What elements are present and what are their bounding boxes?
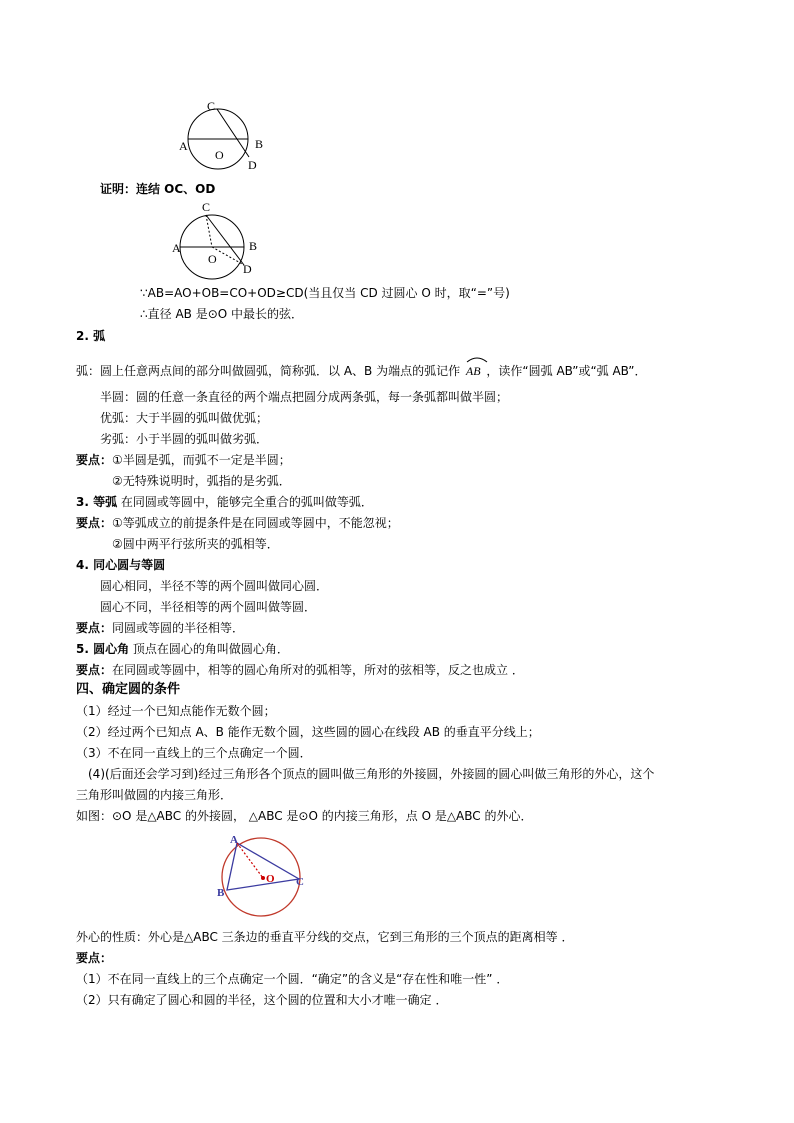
section-arc-title: 2. 弧 — [76, 329, 106, 343]
section-central-angle — [76, 641, 289, 657]
key-label: 要点： — [76, 621, 113, 635]
section-def: 顶点在圆心的角叫做圆心角． — [132, 642, 289, 656]
label-a: A — [179, 139, 188, 153]
label-d: D — [248, 158, 257, 172]
concentric-key — [76, 620, 244, 636]
label-c: C — [296, 876, 304, 888]
equal-circle-def: 圆心不同，半径相等的两个圆叫做等圆． — [100, 600, 317, 614]
concentric-def: 圆心相同，半径不等的两个圆叫做同心圆． — [100, 579, 329, 593]
key-label: 要点： — [76, 453, 113, 467]
condition-4: (4)(后面还会学习到)经过三角形各个顶点的圆叫做三角形的外接圆，外接圆的圆心叫做三角形的外心，这个 — [88, 767, 655, 781]
figure-circle-diameter-1 — [170, 95, 280, 175]
label-b: B — [217, 887, 225, 899]
condition-2: （2）经过两个已知点 A、B 能作无数个圆，这些圆的圆心在线段 AB 的垂直平分线上； — [76, 725, 540, 739]
equal-arc-key-1 — [76, 515, 399, 531]
circumcenter-property: 外心的性质：外心是△ABC 三条边的垂直平分线的交点，它到三角形的三个顶点的距离相等 ． — [76, 930, 574, 944]
minor-arc-def: 劣弧：小于半圆的弧叫做劣弧． — [100, 432, 269, 446]
section-title: 3. 等弧 — [76, 495, 118, 509]
label-a: A — [172, 241, 181, 255]
proof-heading: 证明：连结 OC、OD — [100, 182, 216, 196]
key-text: 在同圆或等圆中，相等的圆心角所对的弧相等，所对的弦相等，反之也成立 ． — [112, 663, 524, 677]
key-label: 要点： — [76, 663, 113, 677]
section-def: 在同圆或等圆中，能够完全重合的弧叫做等弧． — [120, 495, 373, 509]
figure-circumcircle — [210, 830, 315, 922]
key-label: 要点： — [76, 516, 113, 530]
semicircle-def: 半圆：圆的任意一条直径的两个端点把圆分成两条弧，每一条弧都叫做半圆； — [100, 390, 509, 404]
condition-3: （3）不在同一直线上的三个点确定一个圆． — [76, 746, 312, 760]
equal-arc-key-2: ②圆中两平行弦所夹的弧相等． — [112, 537, 279, 551]
key-point-1: （1）不在同一直线上的三个点确定一个圆．“确定”的含义是“存在性和唯一性” ． — [76, 972, 509, 986]
arc-definition — [76, 363, 646, 379]
label-a: A — [230, 834, 238, 846]
label-d: D — [243, 262, 252, 276]
arc-def-pre: 弧：圆上任意两点间的部分叫做圆弧，简称弧．以 A、B 为端点的弧记作 — [76, 364, 461, 378]
section-equal-arc — [76, 494, 373, 510]
label-o: O — [266, 873, 275, 885]
arc-def-post: ，读作“圆弧 AB”或“弧 AB”． — [486, 364, 647, 378]
label-c: C — [202, 200, 211, 214]
label-c: C — [207, 99, 216, 113]
label-o: O — [215, 148, 224, 162]
label-o: O — [208, 252, 217, 266]
section-concentric-title: 4. 同心圆与等圆 — [76, 558, 166, 572]
section-title: 5. 圆心角 — [76, 642, 130, 656]
proof-line-2: ∴直径 AB 是⊙O 中最长的弦． — [140, 307, 304, 321]
circumcircle-example: 如图：⊙O 是△ABC 的外接圆， △ABC 是⊙O 的内接三角形，点 O 是△ABC 的外心． — [76, 809, 533, 823]
arc-overline-icon — [466, 355, 488, 363]
central-angle-key — [76, 662, 524, 678]
label-b: B — [249, 239, 258, 253]
condition-4-cont: 三角形叫做圆的内接三角形． — [76, 788, 233, 802]
key-point-2: （2）只有确定了圆心和圆的半径，这个圆的位置和大小才唯一确定 ． — [76, 993, 448, 1007]
proof-line-1: ∵AB=AO+OB=CO+OD≥CD(当且仅当 CD 过圆心 O 时，取“=”号) — [140, 286, 510, 300]
condition-1: （1）经过一个已知点能作无数个圆； — [76, 704, 276, 718]
major-arc-def: 优弧：大于半圆的弧叫做优弧； — [100, 411, 269, 425]
arc-notation — [466, 363, 481, 379]
key-text: ①等弧成立的前提条件是在同圆或等圆中，不能忽视； — [112, 516, 399, 530]
label-b: B — [255, 137, 264, 151]
key-points-label: 要点： — [76, 951, 113, 965]
arc-key-2: ②无特殊说明时，弧指的是劣弧． — [112, 474, 291, 488]
arc-key-1 — [76, 452, 291, 468]
key-text: 同圆或等圆的半径相等． — [112, 621, 245, 635]
figure-circle-diameter-2 — [166, 197, 276, 281]
section-circle-conditions-title: 四、确定圆的条件 — [76, 682, 181, 697]
arc-symbol: AB — [465, 364, 481, 378]
key-text: ①半圆是弧，而弧不一定是半圆； — [112, 453, 291, 467]
